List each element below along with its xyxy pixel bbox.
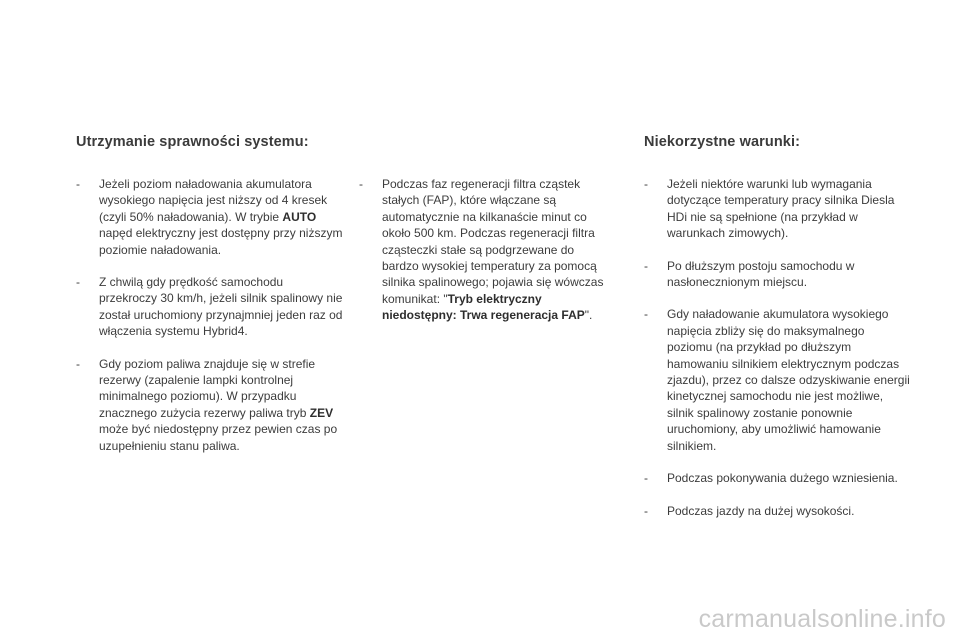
text-run: napęd elektryczny jest dostępny przy niższym poziomie naładowania. xyxy=(99,226,343,257)
middle-column xyxy=(359,176,613,340)
list-item-text xyxy=(667,471,898,485)
left-section-title: Utrzymanie sprawności systemu: xyxy=(76,134,309,150)
list-item-text xyxy=(667,307,910,452)
text-run: Podczas jazdy na dużej wysokości. xyxy=(667,503,855,518)
text-run: Jeżeli niektóre warunki lub wymagania dotyczące temperatury pracy silnika Diesla HDi nie są spełnione (na przykład w warunkach zimowych). xyxy=(667,177,895,241)
emphasized-text: AUTO xyxy=(282,209,317,224)
text-run: ". xyxy=(584,308,593,323)
emphasized-text: ZEV xyxy=(309,405,334,420)
list-item xyxy=(359,176,613,324)
bullet-dash: - xyxy=(359,177,363,191)
text-run: Z chwilą gdy prędkość samochodu przekroczy 30 km/h, jeżeli silnik spalinowy nie został uruchomiony przynajmniej jeden raz od włączenia systemu Hybrid4. xyxy=(99,275,343,339)
bullet-dash: - xyxy=(644,503,648,518)
list-item xyxy=(76,356,344,454)
text-run: Gdy naładowanie akumulatora wysokiego napięcia zbliży się do maksymalnego poziomu (na przykład po dłuższym hamowaniu silnikiem elektrycznym podczas zjazdu), przez co dalsze odzyskiwanie energii kinetycznej samochodu nie jest możliwe, silnik spalinowy zostanie ponownie uruchomiony, aby umożliwić hamowanie silnikiem. xyxy=(667,307,910,453)
list-item xyxy=(76,274,344,340)
list-item-text xyxy=(382,177,603,322)
right-column xyxy=(644,176,912,535)
right-section-title: Niekorzystne warunki: xyxy=(644,134,801,150)
list-item-text xyxy=(99,357,337,453)
text-run: Podczas pokonywania dużego wzniesienia. xyxy=(667,471,898,486)
list-item-text xyxy=(667,504,854,518)
list-item xyxy=(76,176,344,258)
text-run: Po dłuższym postoju samochodu w nasłonecznionym miejscu. xyxy=(667,258,855,290)
list-item xyxy=(644,306,912,454)
list-item xyxy=(644,470,912,486)
text-run: Gdy poziom paliwa znajduje się w strefie rezerwy (zapalenie lampki kontrolnej minimalnego poziomu). W przypadku znacznego zużycia rezerwy paliwa tryb xyxy=(99,356,316,420)
list-item-text xyxy=(99,177,342,257)
bullet-dash: - xyxy=(644,258,648,273)
left-column xyxy=(76,176,344,470)
text-run: Jeżeli poziom naładowania akumulatora wysokiego napięcia jest niższy od 4 kresek (czyli 50% naładowania). W trybie xyxy=(99,177,328,224)
list-item-text xyxy=(99,275,342,338)
list-item xyxy=(644,503,912,519)
bullet-dash: - xyxy=(76,356,80,371)
list-item xyxy=(644,176,912,242)
list-item-text xyxy=(667,259,854,289)
text-run: może być niedostępny przez pewien czas po uzupełnieniu stanu paliwa. xyxy=(99,422,338,453)
bullet-dash: - xyxy=(76,275,80,290)
text-run: Podczas faz regeneracji filtra cząstek stałych (FAP), które włączane są automatycznie na kilkanaście minut co około 500 km. Podczas regeneracji filtra cząsteczki stałe są podgrzewane do bardzo wysokiej temperatury za pomocą silnika spalinowego; pojawia się wówczas komunikat: " xyxy=(382,177,604,306)
watermark: carmanualsonline.info xyxy=(698,605,946,633)
list-item-text xyxy=(667,177,894,240)
bullet-dash: - xyxy=(644,307,648,322)
emphasized-text: Tryb elektryczny niedostępny: Trwa regeneracja FAP xyxy=(382,291,585,323)
bullet-dash: - xyxy=(644,471,648,486)
list-item xyxy=(644,258,912,291)
bullet-dash: - xyxy=(644,177,648,191)
bullet-dash: - xyxy=(76,177,80,191)
